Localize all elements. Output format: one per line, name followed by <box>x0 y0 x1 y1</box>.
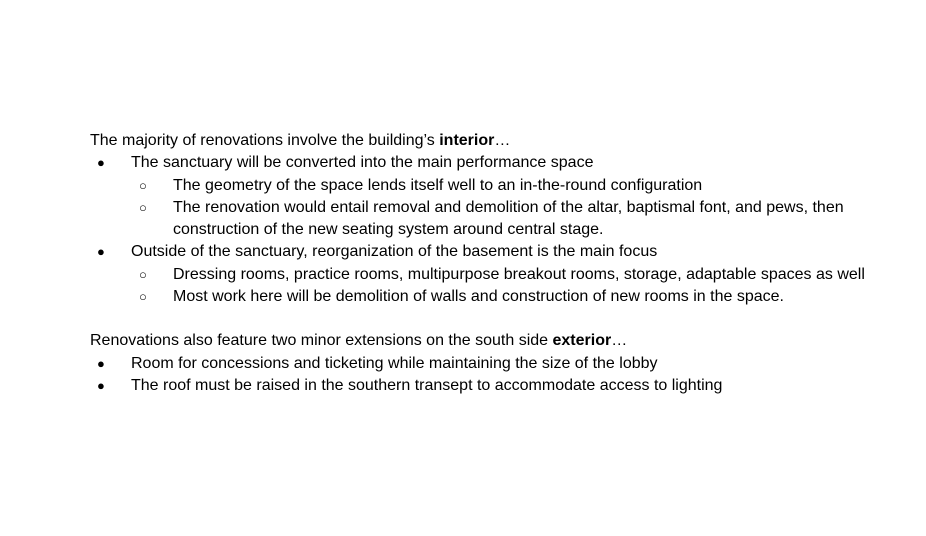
sub-list-item-text: The renovation would entail removal and demolition of the altar, baptismal font, and pews, then construction of the new seating system around central stage. <box>173 198 844 239</box>
sub-list-item-text: The geometry of the space lends itself well to an in-the-round configuration <box>173 176 703 194</box>
sub-list-item-text: Most work here will be demolition of walls and construction of new rooms in the space. <box>173 288 784 306</box>
exterior-intro-text: Renovations also feature two minor extensions on the south side <box>90 332 553 350</box>
list-item <box>90 375 870 397</box>
hollow-bullet-icon: ○ <box>139 199 147 215</box>
section-spacer <box>90 308 870 330</box>
exterior-ellipsis: … <box>611 332 628 350</box>
list-item-text: The sanctuary will be converted into the main performance space <box>131 154 594 172</box>
exterior-keyword: exterior <box>552 332 612 350</box>
bullet-icon: ● <box>97 355 105 371</box>
list-item <box>90 241 870 263</box>
interior-ellipsis: … <box>494 132 511 149</box>
bullet-icon: ● <box>97 377 105 393</box>
interior-intro-text: The majority of renovations involve the building’s <box>90 132 440 149</box>
list-item-text: Room for concessions and ticketing while maintaining the size of the lobby <box>131 354 658 372</box>
hollow-bullet-icon: ○ <box>139 177 147 193</box>
sub-list-item-text: Dressing rooms, practice rooms, multipurpose breakout rooms, storage, adaptable spaces as well <box>173 265 865 283</box>
list-item-text: Outside of the sanctuary, reorganization of the basement is the main focus <box>131 243 658 261</box>
list-item-text: The roof must be raised in the southern transept to accommodate access to lighting <box>131 376 723 394</box>
sub-list-item <box>90 175 870 197</box>
list-item <box>90 353 870 375</box>
sub-list-item <box>90 197 870 242</box>
slide-body <box>90 130 870 397</box>
hollow-bullet-icon: ○ <box>139 266 147 282</box>
list-item <box>90 152 870 174</box>
interior-intro <box>90 130 870 152</box>
sub-list-item <box>90 286 870 308</box>
exterior-intro <box>90 330 870 352</box>
bullet-icon: ● <box>97 244 105 260</box>
hollow-bullet-icon: ○ <box>139 289 147 305</box>
interior-keyword: interior <box>439 132 495 149</box>
bullet-icon: ● <box>97 155 105 171</box>
sub-list-item <box>90 264 870 286</box>
